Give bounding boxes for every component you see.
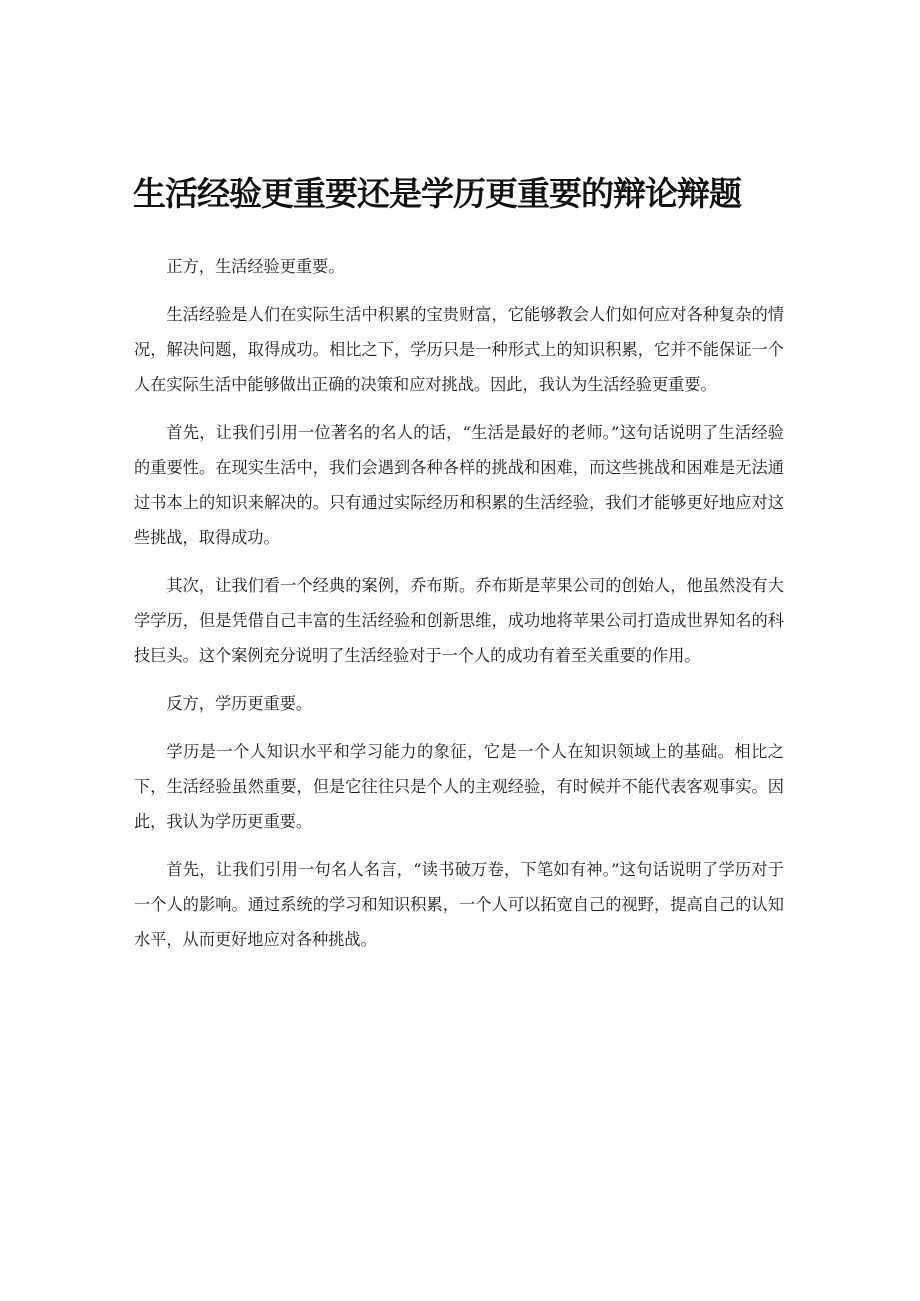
paragraph: 学历是一个人知识水平和学习能力的象征，它是一个人在知识领域上的基础。相比之下，生活经验虽然重要，但是它往往只是个人的主观经验，有时候并不能代表客观事实。因此，我认为学历更重要。 bbox=[134, 742, 784, 831]
paragraph: 首先，让我们引用一位著名的名人的话，“生活是最好的老师。”这句话说明了生活经验的重要性。在现实生活中，我们会遇到各种各样的挑战和困难，而这些挑战和困难是无法通过书本上的知识来解决的。只有通过实际经历和积累的生活经验，我们才能够更好地应对这些挑战，取得成功。 bbox=[134, 423, 784, 547]
document-title: 生活经验更重要还是学历更重要的辩论辩题 bbox=[133, 174, 741, 213]
paragraph: 反方，学历更重要。 bbox=[166, 694, 313, 713]
document-body bbox=[134, 249, 784, 970]
paragraph: 生活经验是人们在实际生活中积累的宝贵财富，它能够教会人们如何应对各种复杂的情况，解决问题，取得成功。相比之下，学历只是一种形式上的知识积累，它并不能保证一个人在实际生活中能够做出正确的决策和应对挑战。因此，我认为生活经验更重要。 bbox=[134, 305, 784, 394]
paragraph: 其次，让我们看一个经典的案例，乔布斯。乔布斯是苹果公司的创始人，他虽然没有大学学历，但是凭借自己丰富的生活经验和创新思维，成功地将苹果公司打造成世界知名的科技巨头。这个案例充分说明了生活经验对于一个人的成功有着至关重要的作用。 bbox=[134, 576, 784, 665]
paragraph: 正方，生活经验更重要。 bbox=[166, 257, 345, 276]
paragraph: 首先，让我们引用一句名人名言，“读书破万卷，下笔如有神。”这句话说明了学历对于一个人的影响。通过系统的学习和知识积累，一个人可以拓宽自己的视野，提高自己的认知水平，从而更好地应对各种挑战。 bbox=[134, 860, 784, 949]
